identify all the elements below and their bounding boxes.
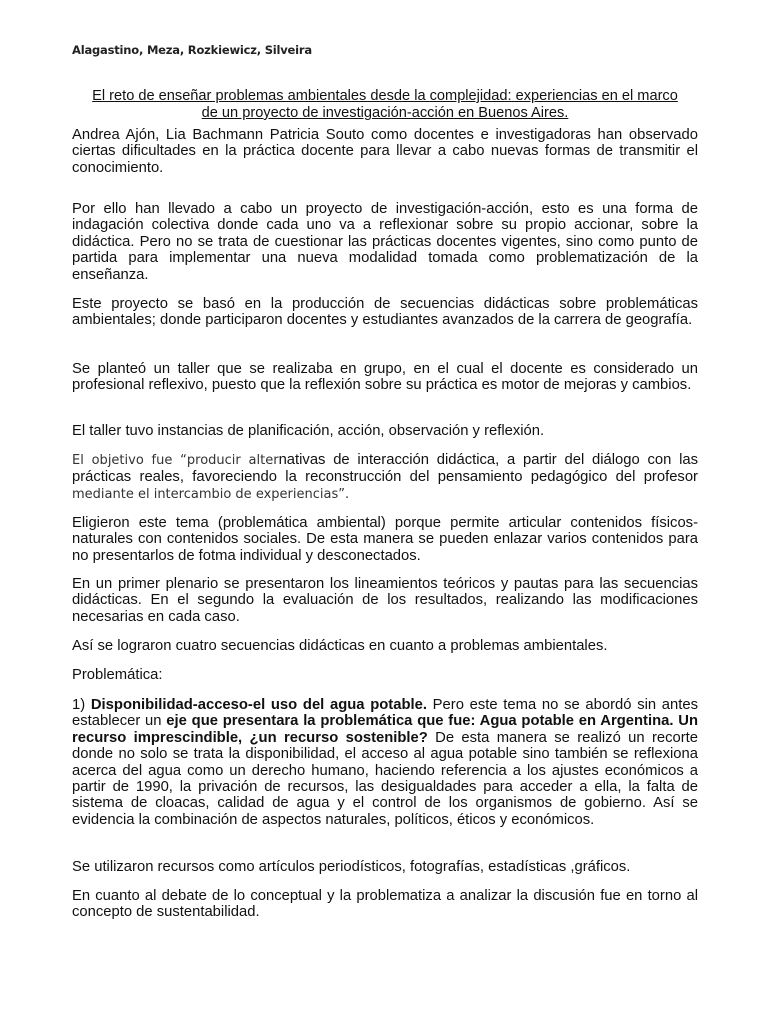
paragraph-6-quote bbox=[72, 452, 698, 503]
problem-1-axis: eje que presentara la problemática que fue: Agua potable en Argentina. Un recurso imprescindible, ¿un recurso sostenible? bbox=[72, 713, 698, 746]
paragraph-13: En cuanto al debate de lo conceptual y la problematiza a analizar la discusión fue en torno al concepto de sustentabilidad. bbox=[72, 888, 698, 921]
document-title bbox=[72, 88, 698, 122]
paragraph-11-problem-1 bbox=[72, 697, 698, 828]
document-title-line-1: El reto de enseñar problemas ambientales desde la complejidad: experiencias en el marco bbox=[92, 88, 678, 104]
paragraph-3: Este proyecto se basó en la producción de secuencias didácticas sobre problemáticas ambientales; donde participaron docentes y estudiantes avanzados de la carrera de geografía. bbox=[72, 296, 698, 329]
paragraph-10: Problemática: bbox=[72, 667, 163, 683]
quote-segment-c: mediante el intercambio de experiencias”. bbox=[72, 486, 350, 502]
paragraph-8: En un primer plenario se presentaron los lineamientos teóricos y pautas para las secuencias didácticas. En el segundo la evaluación de los resultados, realizando las modificaciones necesarias en cada caso. bbox=[72, 576, 698, 625]
problem-1-text-b: De esta manera se realizó un recorte donde no solo se trata la disponibilidad, el acceso al agua potable sino también se reflexiona acerca del agua como un derecho humano, haciendo referencia a los ajustes económicos a partir de 1990, la privación de recursos, las desigualdades para acceder a ella, la falta de sistema de cloacas, calidad de agua y el control de los organismos de gobierno. Así se evidencia la combinación de aspectos naturales, políticos, éticos y económicos. bbox=[72, 729, 698, 828]
paragraph-2: Por ello han llevado a cabo un proyecto de investigación-acción, esto es una forma de indagación colectiva donde cada uno va a reflexionar sobre su propio accionar, sobre la didáctica. Pero no se trata de cuestionar las prácticas docentes vigentes, sino como punto de partida para implementar una nueva modalidad tomada como problematización de la enseñanza. bbox=[72, 201, 698, 283]
paragraph-5: El taller tuvo instancias de planificación, acción, observación y reflexión. bbox=[72, 423, 545, 439]
paragraph-4: Se planteó un taller que se realizaba en grupo, en el cual el docente es considerado un profesional reflexivo, puesto que la reflexión sobre su práctica es motor de mejoras y cambios. bbox=[72, 361, 698, 394]
list-number: 1) bbox=[72, 697, 91, 713]
document-title-line-2: de un proyecto de investigación-acción en Buenos Aires. bbox=[201, 105, 569, 121]
quote-segment-b: nativas de interacción didáctica, a partir del diálogo con las prácticas reales, favoreciendo la reconstrucción del pensamiento pedagógico del profesor bbox=[72, 452, 699, 486]
problem-1-heading: Disponibilidad-acceso-el uso del agua potable. bbox=[90, 697, 427, 713]
problem-1-text-a: Pero este tema no se abordó sin antes establecer un bbox=[72, 697, 699, 730]
document-header-authors: Alagastino, Meza, Rozkiewicz, Silveira bbox=[72, 43, 312, 57]
paragraph-12: Se utilizaron recursos como artículos periodísticos, fotografías, estadísticas ,gráficos. bbox=[72, 859, 631, 875]
paragraph-7: Eligieron este tema (problemática ambiental) porque permite articular contenidos físicos-naturales con contenidos sociales. De esta manera se pueden enlazar varios contenidos para no presentarlos de fotma individual y desconectados. bbox=[72, 515, 698, 564]
paragraph-1: Andrea Ajón, Lia Bachmann Patricia Souto como docentes e investigadoras han observado ciertas dificultades en la práctica docente para llevar a cabo nuevas formas de transmitir el conocimiento. bbox=[72, 127, 698, 176]
quote-segment-a: El objetivo fue “producir alter bbox=[72, 453, 279, 468]
paragraph-9: Así se lograron cuatro secuencias didácticas en cuanto a problemas ambientales. bbox=[72, 638, 608, 654]
